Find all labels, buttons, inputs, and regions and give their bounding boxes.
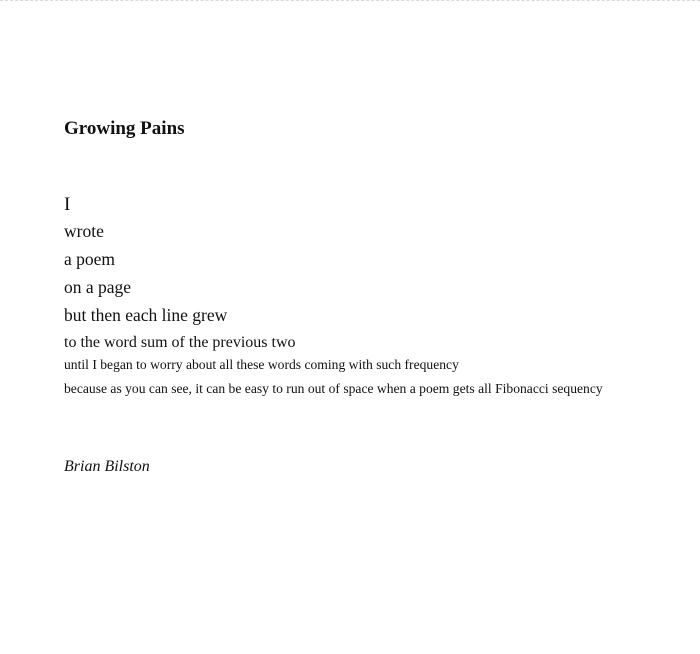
poem-title: Growing Pains xyxy=(64,118,185,139)
poem-line: a poem xyxy=(64,249,116,269)
poem-line: because as you can see, it can be easy to run out of space when a poem gets all Fibonacci sequency xyxy=(64,381,603,396)
poem-line: wrote xyxy=(64,221,104,241)
author-name: Brian Bilston xyxy=(64,458,150,475)
poem-line: but then each line grew xyxy=(64,305,228,325)
top-border xyxy=(0,0,700,1)
poem-line: until I began to worry about all these words coming with such frequency xyxy=(64,357,459,372)
poem-line: I xyxy=(64,194,71,215)
poem-line: to the word sum of the previous two xyxy=(64,334,296,351)
poem-line: on a page xyxy=(64,277,132,297)
